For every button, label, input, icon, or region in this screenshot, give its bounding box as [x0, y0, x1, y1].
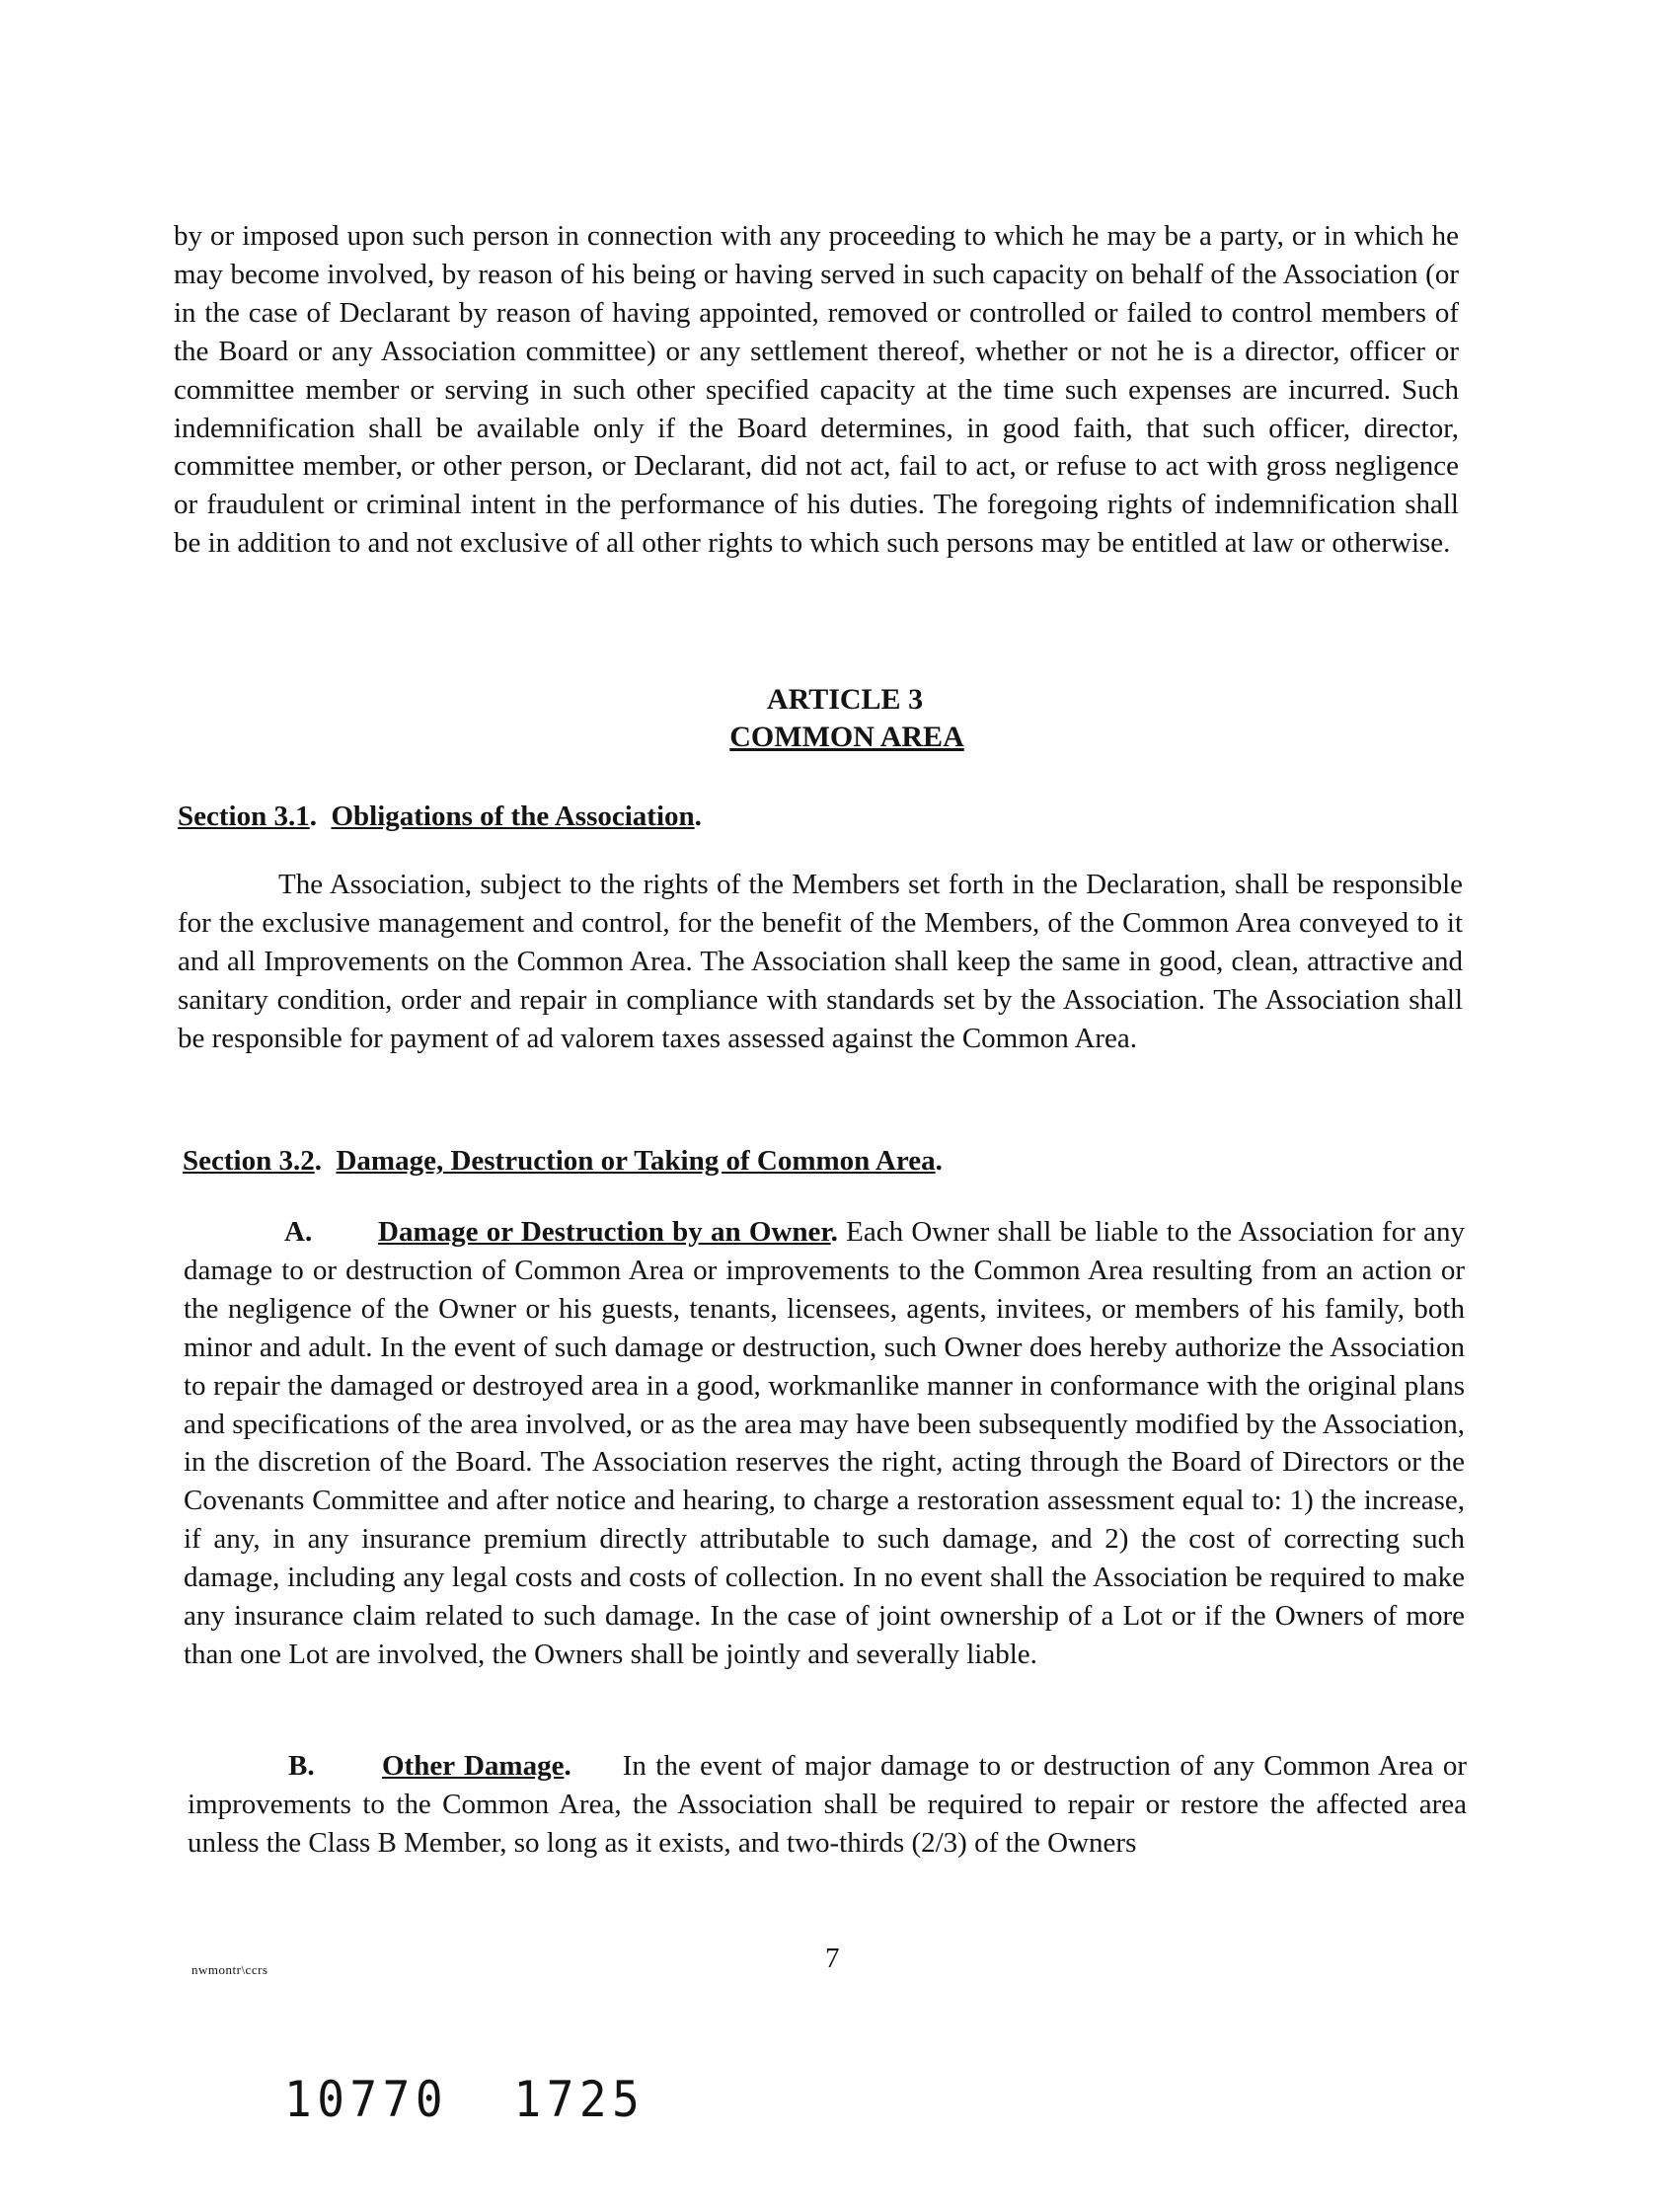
section-3-2-title: Damage, Destruction or Taking of Common Area	[336, 1145, 936, 1177]
section-3-1-body: The Association, subject to the rights of the Members set forth in the Declaration, shall be responsible for the exclusive management and control, for the benefit of the Members, of the Common Area conveyed to it and all Improvements on the Common Area. The Association shall keep the same in good, clean, attractive and sanitary condition, order and repair in compliance with standards set by the Association. The Association shall be responsible for payment of ad valorem taxes assessed against the Common Area.	[178, 869, 1463, 1054]
subsection-a: A. Damage or Destruction by an Owner. Each Owner shall be liable to the Association for any damage to or destruction of Common Area or improvements to the Common Area resulting from an action or the negligence of the Owner or his guests, tenants, licensees, agents, invitees, or members of his family, both minor and adult. In the event of such damage or destruction, such Owner does hereby authorize the Association to repair the damaged or destroyed area in a good, workmanlike manner in conformance with the original plans and specifications of the area involved, or as the area may have been subsequently modified by the Association, in the discretion of the Board. The Association reserves the right, acting through the Board of Directors or the Covenants Committee and after notice and hearing, to charge a restoration assessment equal to: 1) the increase, if any, in any insurance premium directly attributable to such damage, and 2) the cost of correcting such damage, including any legal costs and costs of collection. In no event shall the Association be required to make any insurance claim related to such damage. In the case of joint ownership of a Lot or if the Owners of more than one Lot are involved, the Owners shall be jointly and severally liable.	[184, 1213, 1465, 1674]
article-title-text: COMMON AREA	[729, 721, 964, 753]
continuation-paragraph: by or imposed upon such person in connection with any proceeding to which he may be a party, or in which he may become involved, by reason of his being or having served in such capacity on behalf of the Association (or in the case of Declarant by reason of having appointed, removed or controlled or failed to control members of the Board or any Association committee) or any settlement thereof, whether or not he is a director, officer or committee member or serving in such other specified capacity at the time such expenses are incurred. Such indemnification shall be available only if the Board determines, in good faith, that such officer, director, committee member, or other person, or Declarant, did not act, fail to act, or refuse to act with gross negligence or fraudulent or criminal intent in the performance of his duties. The foregoing rights of indemnification shall be in addition to and not exclusive of all other rights to which such persons may be entitled at law or otherwise.	[174, 220, 1459, 560]
section-3-1-number: Section 3.1	[178, 801, 310, 832]
subsection-b-title: Other Damage	[382, 1750, 565, 1782]
subsection-a-letter: A.	[284, 1216, 313, 1248]
section-3-2-number: Section 3.2	[183, 1145, 315, 1177]
subsection-b: B. Other Damage. In the event of major damage to or destruction of any Common Area or improvements to the Common Area, the Association shall be required to repair or restore the affected area unless the Class B Member, so long as it exists, and two-thirds (2/3) of the Owners	[188, 1747, 1467, 1863]
section-3-1-heading: Section 3.1. Obligations of the Association.	[178, 801, 702, 832]
subsection-a-body: Each Owner shall be liable to the Association for any damage to or destruction of Common Area or improvements to the Common Area resulting from an action or the negligence of the Owner or his guests, tenants, licensees, agents, invitees, or members of his family, both minor and adult. In the event of such damage or destruction, such Owner does hereby authorize the Association to repair the damaged or destroyed area in a good, workmanlike manner in conformance with the original plans and specifications of the area involved, or as the area may have been subsequently modified by the Association, in the discretion of the Board. The Association reserves the right, acting through the Board of Directors or the Covenants Committee and after notice and hearing, to charge a restoration assessment equal to: 1) the increase, if any, in any insurance premium directly attributable to such damage, and 2) the cost of correcting such damage, including any legal costs and costs of collection. In no event shall the Association be required to make any insurance claim related to such damage. In the case of joint ownership of a Lot or if the Owners of more than one Lot are involved, the Owners shall be jointly and severally liable.	[184, 1216, 1465, 1670]
recording-number-stamp: 10770 1725	[284, 2071, 646, 2128]
file-reference: nwmontr\ccrs	[191, 1962, 268, 1977]
section-3-1-title: Obligations of the Association	[331, 801, 695, 832]
article-number: ARTICLE 3	[766, 683, 924, 716]
article-title	[10, 719, 1674, 756]
page-number: 7	[825, 1943, 840, 1974]
subsection-a-title: Damage or Destruction by an Owner	[378, 1216, 831, 1248]
subsection-b-body: In the event of major damage to or destruction of any Common Area or improvements to the Common Area, the Association shall be required to repair or restore the affected area unless the Class B Member, so long as it exists, and two-thirds (2/3) of the Owners	[188, 1750, 1467, 1859]
subsection-b-letter: B.	[288, 1750, 315, 1782]
section-3-2-heading: Section 3.2. Damage, Destruction or Taking of Common Area.	[183, 1145, 943, 1177]
